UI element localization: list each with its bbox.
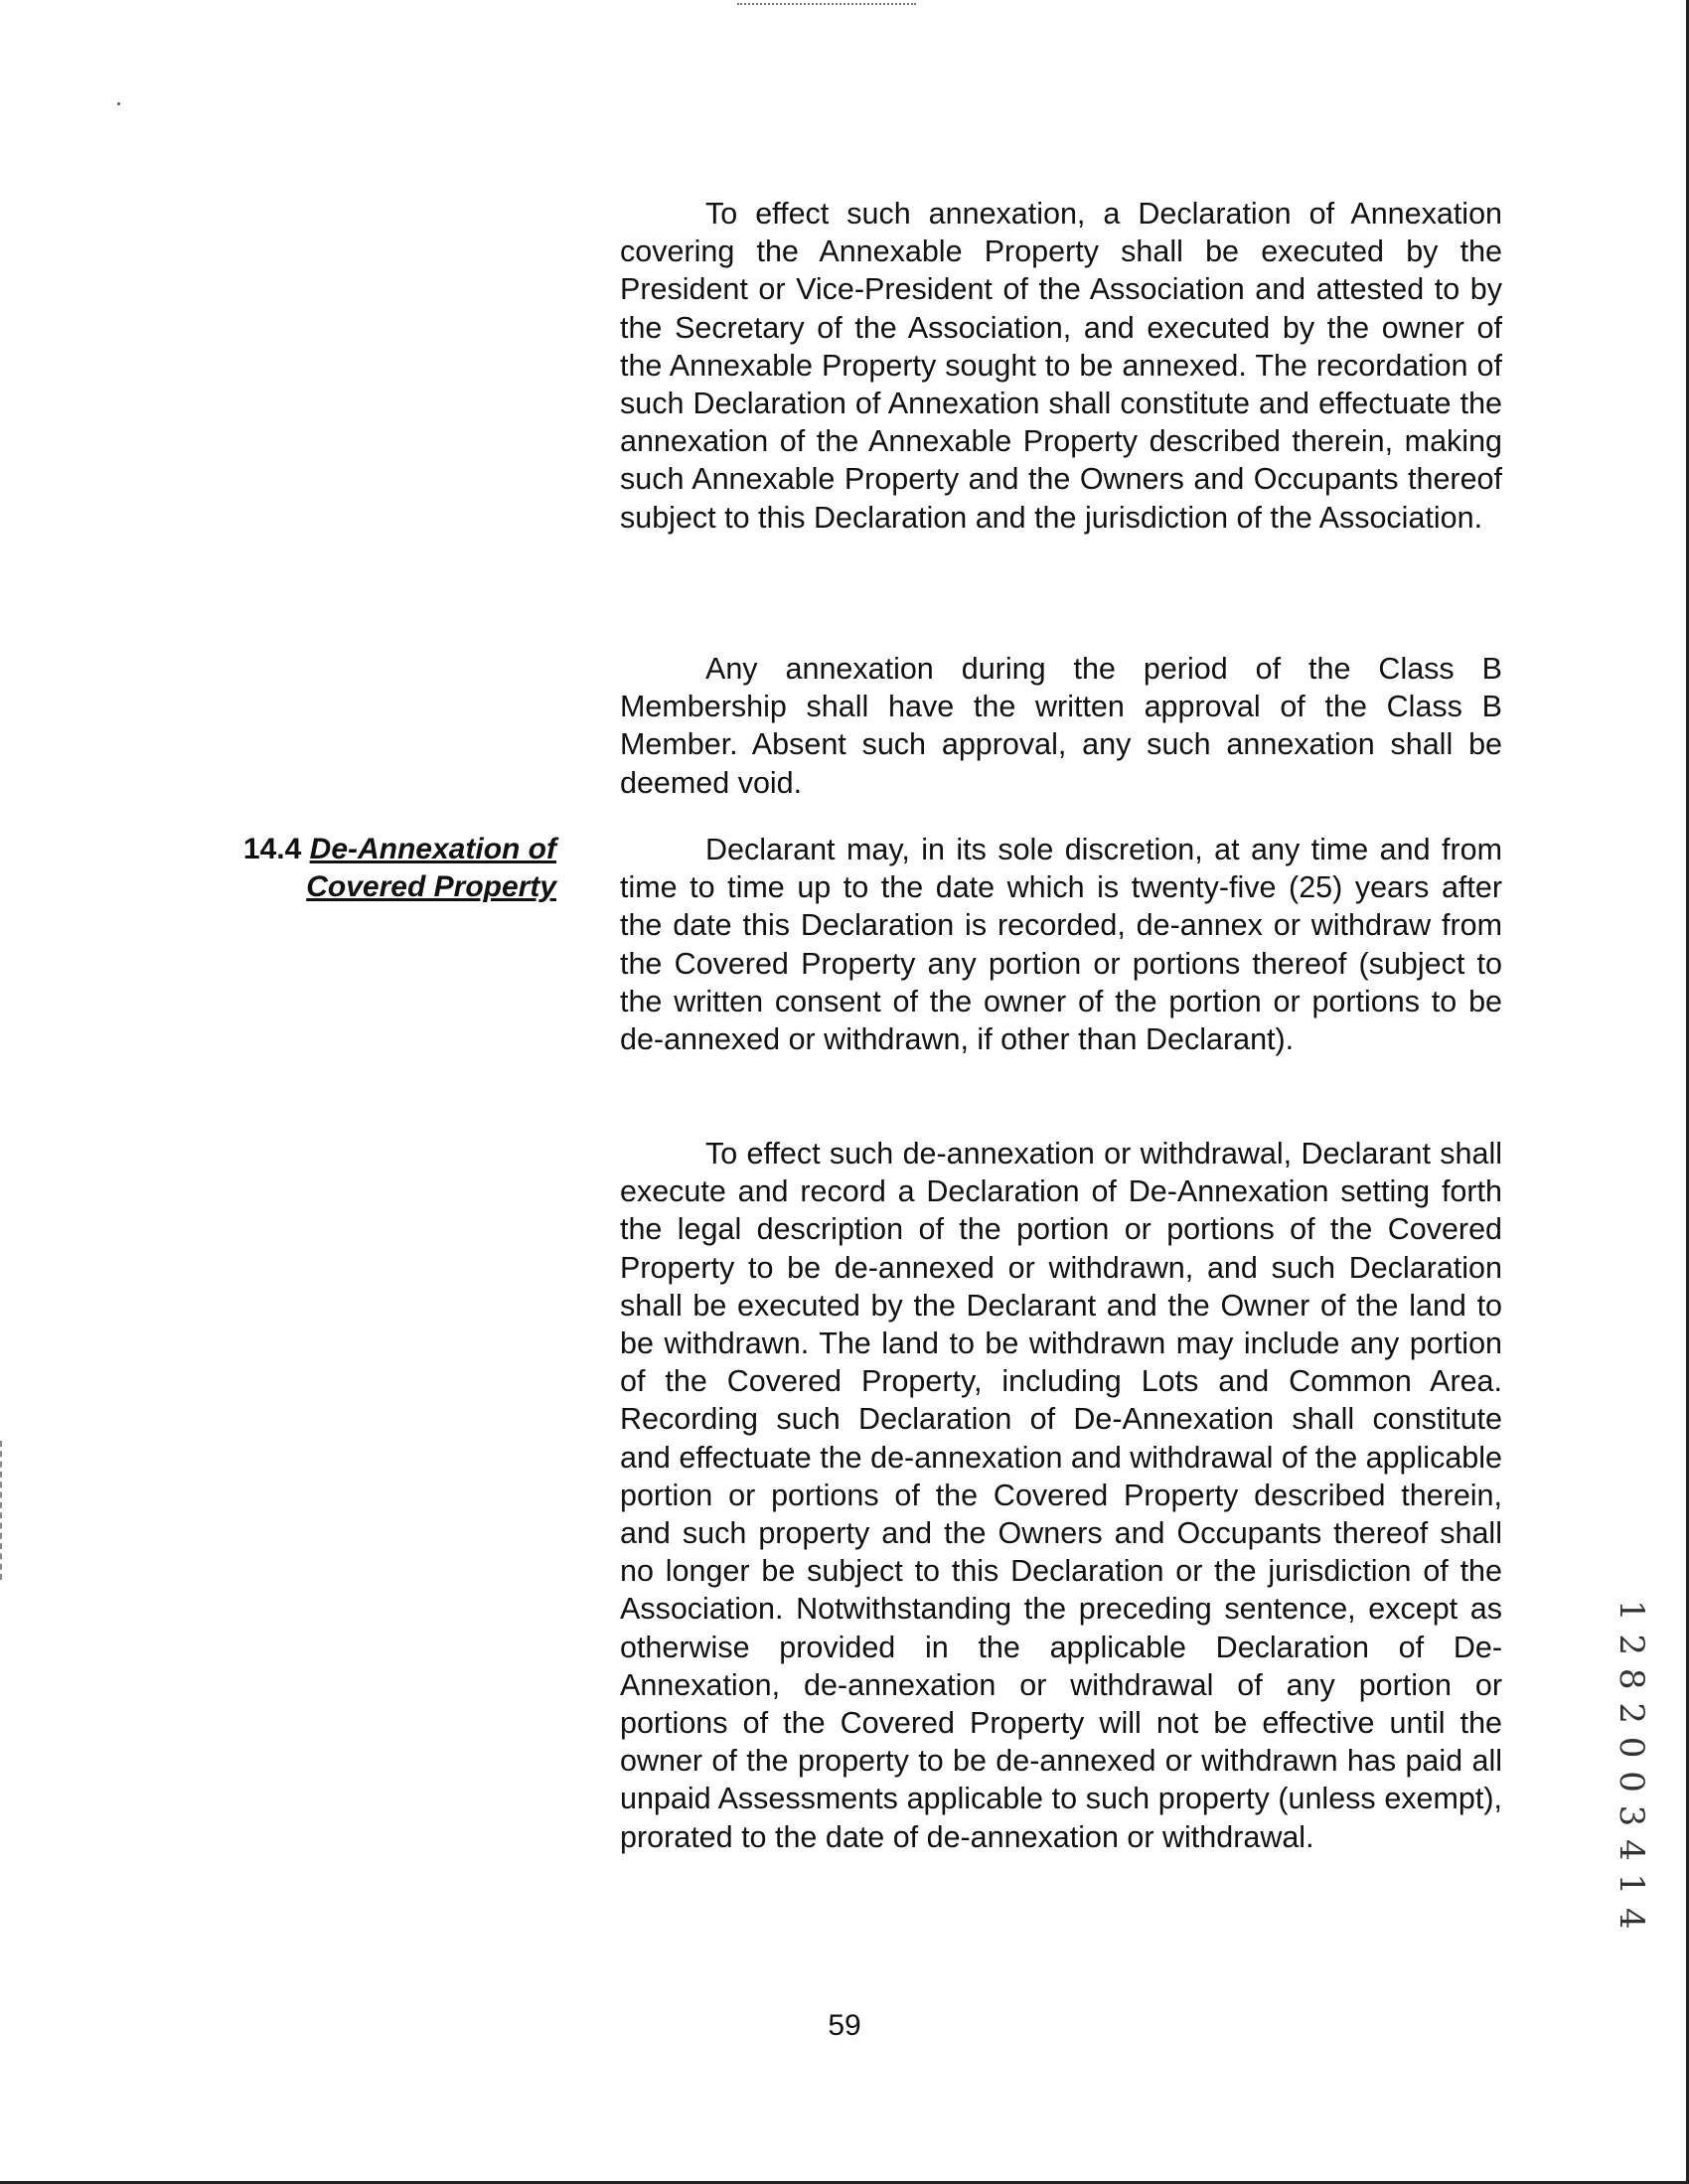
page-number: 59: [828, 2009, 861, 2042]
section-heading-line-2: [149, 868, 556, 906]
scan-artifact-left: [0, 1441, 4, 1580]
section-heading-line-1: [149, 831, 556, 868]
paragraph-de-annexation-procedure: To effect such de-annexation or withdrawal, Declarant shall execute and record a Declaration of De-Annexation setting forth the legal description of the portion or portions of the Covered Property to be de-annexed or withdrawn, and such Declaration shall be executed by the Declarant and the Owner of the land to be withdrawn. The land to be withdrawn may include any portion of the Covered Property, including Lots and Common Area. Recording such Declaration of De-Annexation shall constitute and effectuate the de-annexation and withdrawal of the applicable portion or portions of the Covered Property described therein, and such property and the Owners and Occupants thereof shall no longer be subject to this Declaration or the jurisdiction of the Association. Notwithstanding the preceding sentence, except as otherwise provided in the applicable Declaration of De-Annexation, de-annexation or withdrawal of any portion or portions of the Covered Property will not be effective until the owner of the property to be de-annexed or withdrawn has paid all unpaid Assessments applicable to such property (unless exempt), prorated to the date of de-annexation or withdrawal.: [620, 1137, 1502, 1854]
scan-speck: [117, 102, 120, 105]
section-number: 14.4: [242, 833, 302, 865]
scan-artifact-top: [737, 0, 916, 5]
section-title-line-1: De-Annexation of: [309, 833, 556, 865]
section-heading: [149, 831, 556, 906]
recording-number-stamp: [1602, 1600, 1651, 1931]
recording-number-text: 1 2 8 2 0 0 3 4 1 4: [1612, 1600, 1651, 1931]
paragraph-de-annexation-right: Declarant may, in its sole discretion, at any time and from time to time up to the date which is twenty-five (25) years after the date this Declaration is recorded, de-annex or withdraw from the Covered Property any portion or portions thereof (subject to the written consent of the owner of the portion or portions to be de-annexed or withdrawn, if other than Declarant).: [620, 833, 1502, 1057]
section-title-line-2: Covered Property: [306, 870, 556, 903]
paragraph-class-b-approval: Any annexation during the period of the Class B Membership shall have the written approval of the Class B Member. Absent such approval, any such annexation shall be deemed void.: [620, 652, 1502, 800]
paragraph-annexation-procedure: To effect such annexation, a Declaration of Annexation covering the Annexable Property shall be executed by the President or Vice-President of the Association and attested to by the Secretary of the Association, and executed by the owner of the Annexable Property sought to be annexed. The recordation of such Declaration of Annexation shall constitute and effectuate the annexation of the Annexable Property described therein, making such Annexable Property and the Owners and Occupants thereof subject to this Declaration and the jurisdiction of the Association.: [620, 197, 1502, 535]
